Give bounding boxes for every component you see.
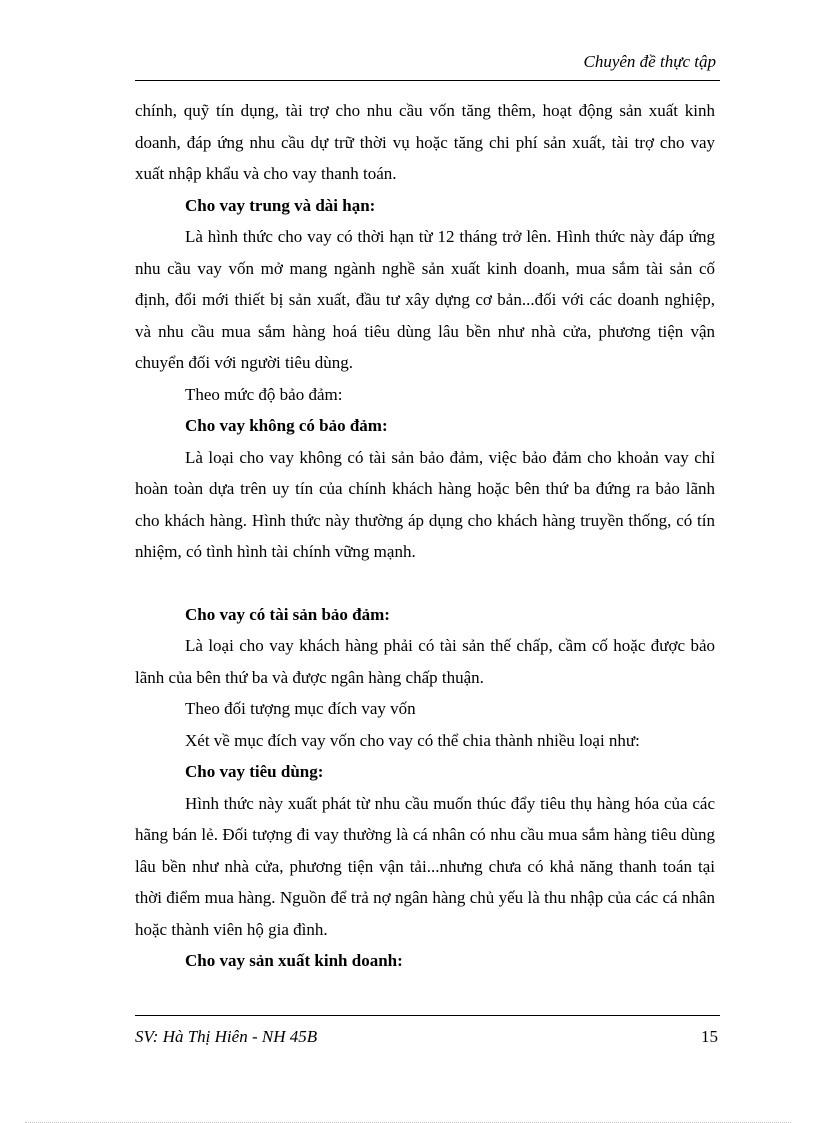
footer-divider xyxy=(135,1015,720,1016)
header-title: Chuyên đề thực tập xyxy=(583,52,716,71)
subheading-by-collateral: Theo mức độ bảo đảm: xyxy=(185,384,343,404)
paragraph-secured-loans: Là loại cho vay khách hàng phải có tài sản thế chấp, cầm cố hoặc được bảo lãnh của bên thứ ba và được ngân hàng chấp thuận. xyxy=(135,636,715,687)
heading-secured-loans: Cho vay có tài sản bảo đảm: xyxy=(185,604,390,624)
footer-author: SV: Hà Thị Hiên - NH 45B xyxy=(135,1027,318,1046)
heading-business-loans: Cho vay sản xuất kinh doanh: xyxy=(185,951,403,970)
paragraph-continuation: chính, quỹ tín dụng, tài trợ cho nhu cầu vốn tăng thêm, hoạt động sản xuất kinh doanh, đáp ứng nhu cầu dự trữ thời vụ hoặc tăng chi phí sản xuất, tài trợ cho vay xuất nhập khẩu và cho vay thanh toán. xyxy=(135,101,715,183)
paragraph-unsecured-loans: Là loại cho vay không có tài sản bảo đảm, việc bảo đảm cho khoản vay chỉ hoàn toàn dựa trên uy tín của chính khách hàng hoặc bên thứ ba đứng ra bảo lãnh cho khách hàng. Hình thức này thường áp dụng cho khách hàng truyền thống, có tín nhiệm, có tình hình tài chính vững mạnh. xyxy=(135,447,715,561)
heading-medium-long-term-loans: Cho vay trung và dài hạn: xyxy=(185,195,376,215)
paragraph-medium-long-term-loans: Là hình thức cho vay có thời hạn từ 12 tháng trở lên. Hình thức này đáp ứng nhu cầu vay vốn mở mang ngành nghề sản xuất kinh doanh, mua sắm tài sản cố định, đổi mới thiết bị sản xuất, đầu tư xây dựng cơ bản...đối với các doanh nghiệp, và nhu cầu mua sắm hàng hoá tiêu dùng lâu bền như nhà cửa, phương tiện vận chuyển đối với người tiêu dùng. xyxy=(135,227,715,372)
document-body xyxy=(135,95,715,977)
subheading-by-purpose: Theo đối tượng mục đích vay vốn xyxy=(185,699,416,718)
paragraph-consumer-loans: Hình thức này xuất phát từ nhu cầu muốn thúc đẩy tiêu thụ hàng hóa của các hãng bán lẻ. Đối tượng đi vay thường là cá nhân có nhu cầu mua sắm hàng tiêu dùng lâu bền như nhà cửa, phương tiện vận tải...nhưng chưa có khả năng thanh toán tại thời điểm mua hàng. Nguồn để trả nợ ngân hàng chủ yếu là thu nhập của các cá nhân hoặc thành viên hộ gia đình. xyxy=(135,793,715,939)
paragraph-purpose-intro: Xét về mục đích vay vốn cho vay có thể chia thành nhiều loại như: xyxy=(185,730,640,750)
header-divider xyxy=(135,80,720,81)
heading-unsecured-loans: Cho vay không có bảo đảm: xyxy=(185,416,388,435)
heading-consumer-loans: Cho vay tiêu dùng: xyxy=(185,762,324,781)
page-number: 15 xyxy=(701,1027,718,1046)
